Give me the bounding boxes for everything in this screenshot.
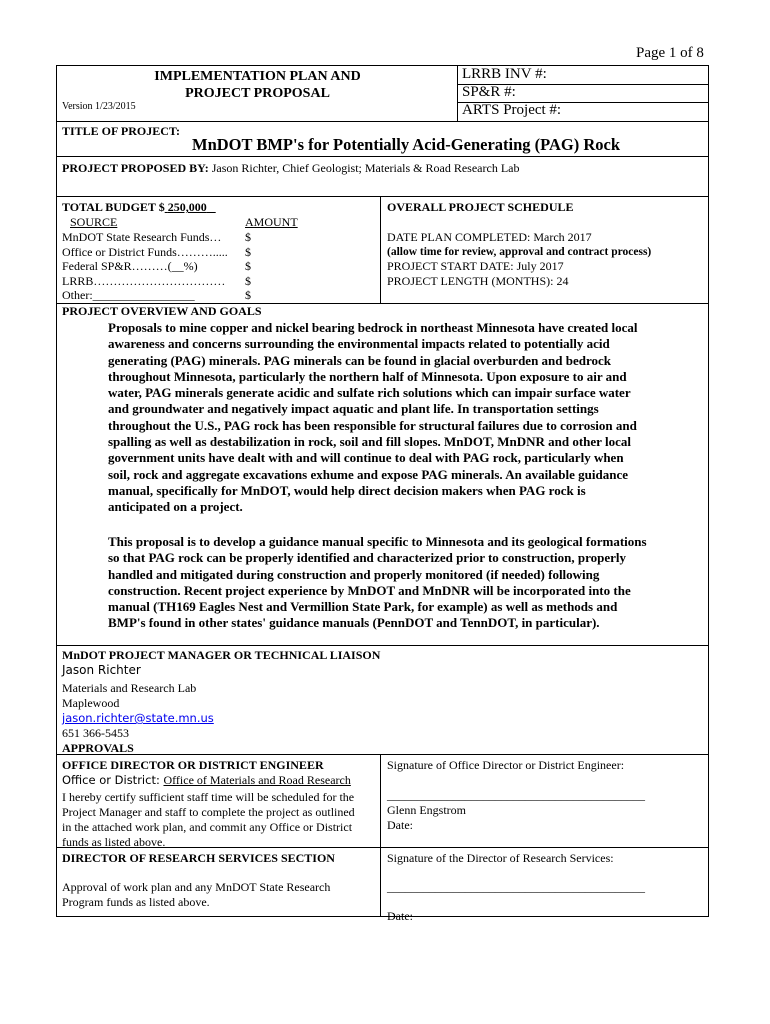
project-start-date: PROJECT START DATE: July 2017 [387, 259, 564, 273]
budget-source: MnDOT State Research Funds… [62, 230, 222, 244]
border-top [56, 65, 709, 66]
sig-director-line: ___________________________________________ [387, 880, 645, 894]
budget-source: Office or District Funds………..... [62, 244, 228, 259]
budget-amounts [245, 230, 251, 303]
project-length: PROJECT LENGTH (MONTHS): 24 [387, 273, 569, 288]
arts-project: ARTS Project #: [462, 102, 562, 118]
liaison-org: Materials and Research Lab [62, 681, 197, 695]
office-label: Office or District: [62, 773, 164, 787]
total-budget-amount: 250,000 [167, 200, 207, 214]
hline [56, 645, 709, 646]
title-label: TITLE OF PROJECT: [62, 124, 181, 138]
overview-paragraph-2: This proposal is to develop a guidance manual specific to Minnesota and its geological formations so that PAG rock can be properly identified and characterized prior to construction, properly handled and mitigated during construction and properly monitored (if needed) following construction. Recent project experience by MnDOT and MnDNR will be incorporated into the manual (TH169 Eagles Nest and Vermillion State Park, for example) as well as methods and BMP's found in other states' guidance manuals (PennDOT and TennDOT, in particular). [108, 534, 647, 631]
schedule-details [387, 230, 651, 288]
total-budget-label: TOTAL BUDGET $ [62, 200, 165, 214]
proposed-by-label: PROJECT PROPOSED BY: [62, 161, 209, 175]
budget-source: LRRB…………………………… [62, 273, 226, 288]
hline [56, 156, 709, 157]
date-plan-completed: DATE PLAN COMPLETED: March 2017 [387, 230, 592, 244]
budget-amount: $ [245, 259, 251, 273]
budget-divider [380, 196, 381, 303]
office-or-district [62, 773, 351, 788]
budget-source: Federal SP&R………(__%) [62, 259, 198, 273]
page-number: Page 1 of 8 [636, 45, 704, 61]
hline [56, 121, 709, 122]
office-date-label: Date: [387, 818, 413, 832]
budget-amount: $ [245, 244, 251, 259]
spr-number: SP&R #: [462, 84, 516, 100]
liaison-name: Jason Richter [62, 663, 141, 677]
sig-office-label: Signature of Office Director or District Engineer: [387, 758, 625, 772]
border-right [708, 65, 709, 916]
lrrb-inv: LRRB INV #: [462, 66, 547, 82]
hline [56, 196, 709, 197]
liaison-header: MnDOT PROJECT MANAGER OR TECHNICAL LIAISON [62, 648, 381, 662]
title-line-1: IMPLEMENTATION PLAN AND [154, 69, 361, 84]
border-left [56, 65, 57, 916]
source-header: SOURCE [70, 215, 118, 229]
certify-text: I hereby certify sufficient staff time will be scheduled for the Project Manager and staff to complete the project as outlined in the attached work plan, and commit any Office or District funds as listed above. [62, 790, 355, 849]
director-header: DIRECTOR OF RESEARCH SERVICES SECTION [62, 851, 335, 865]
overview-header: PROJECT OVERVIEW AND GOALS [62, 304, 262, 318]
liaison-details [62, 681, 196, 711]
hline [56, 754, 709, 755]
signer-name: Glenn Engstrom [387, 803, 466, 817]
approvals-divider [380, 754, 381, 916]
liaison-phone: 651 366-5453 [62, 726, 129, 740]
version: Version 1/23/2015 [62, 101, 136, 112]
overview-paragraph-1: Proposals to mine copper and nickel bearing bedrock in northeast Minnesota have created local awareness and concerns surrounding the environmental impacts related to potentially acid generating (PAG) minerals. PAG minerals can be found in glacial overburden and bedrock throughout Minnesota, particularly the northern half of Minnesota. Upon exposure to air and water, PAG minerals generate acidic and sulfate rich solutions which can impair surface water and groundwater and negatively impact aquatic and plant life. In transportation settings throughout the U.S., PAG rock has been responsible for structural failures due to corrosion and spalling as well as destabilization in rock, soil and fill slopes. MnDOT, MnDNR and other local government units have dealt with and will continue to deal with PAG rock, particularly when soil, rock and aggregate excavations exhume and expose PAG minerals. An available guidance manual, specifically for MnDOT, would help direct decision makers when PAG rock is anticipated on a project. [108, 320, 638, 515]
liaison-email-link[interactable]: jason.richter@state.mn.us [62, 711, 214, 725]
total-budget [62, 200, 216, 215]
approvals-header: APPROVALS [62, 741, 134, 755]
director-text: Approval of work plan and any MnDOT State Research Program funds as listed above. [62, 880, 331, 909]
budget-sources [62, 230, 228, 303]
director-date-label: Date: [387, 909, 413, 923]
liaison-city: Maplewood [62, 696, 120, 710]
title-line-2: PROJECT PROPOSAL [185, 86, 330, 101]
schedule-note: (allow time for review, approval and contract process) [387, 245, 652, 258]
budget-source: Other:_________________ [62, 288, 195, 302]
sig-office-line: ___________________________________________ [387, 788, 645, 802]
office-director-header: OFFICE DIRECTOR OR DISTRICT ENGINEER [62, 758, 324, 772]
proposed-by [62, 161, 519, 176]
project-title: MnDOT BMP's for Potentially Acid-Generating (PAG) Rock [192, 135, 621, 154]
budget-amount: $ [245, 273, 251, 288]
document-title [60, 68, 455, 102]
schedule-header: OVERALL PROJECT SCHEDULE [387, 200, 574, 214]
budget-amount: $ [245, 288, 251, 302]
proposed-by-value: Jason Richter, Chief Geologist; Materials & Road Research Lab [211, 161, 520, 175]
border-bottom [56, 916, 709, 917]
amount-header: AMOUNT [245, 215, 298, 229]
budget-amount: $ [245, 230, 251, 244]
office-value: Office of Materials and Road Research [163, 773, 351, 787]
sig-director-label: Signature of the Director of Research Services: [387, 851, 614, 865]
header-divider [457, 65, 458, 121]
